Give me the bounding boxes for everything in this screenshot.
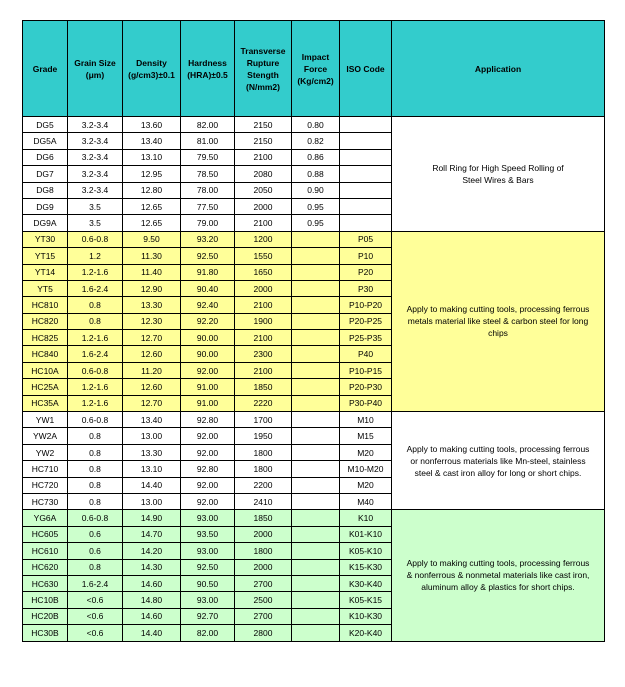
cell-impact: [292, 592, 340, 608]
cell-iso: M20: [340, 444, 392, 460]
cell-grade: YT5: [23, 280, 68, 296]
column-header-line: Impact: [301, 51, 330, 62]
application-line: metals material like steel & carbon steel for long: [407, 316, 589, 327]
table-row: [23, 510, 605, 526]
cell-iso: P10-P20: [340, 297, 392, 313]
cell-trs: 1800: [235, 543, 292, 559]
column-header-line: (μm): [85, 69, 105, 80]
column-header-line: (g/cm3)±0.1: [128, 69, 175, 80]
cell-grain: 0.8: [68, 313, 123, 329]
column-header-line: Stength: [247, 69, 279, 80]
cell-hardness: 79.00: [181, 215, 235, 231]
cell-density: 12.60: [123, 379, 181, 395]
cell-trs: 1200: [235, 231, 292, 247]
column-header-line: (HRA)±0.5: [187, 69, 228, 80]
cell-grain: 0.8: [68, 477, 123, 493]
cell-hardness: 93.00: [181, 592, 235, 608]
cell-iso: K10-K30: [340, 608, 392, 624]
cell-impact: [292, 543, 340, 559]
cell-trs: 2100: [235, 215, 292, 231]
cell-density: 13.30: [123, 297, 181, 313]
cell-grain: 0.6-0.8: [68, 510, 123, 526]
cell-density: 12.80: [123, 182, 181, 198]
cell-trs: 2500: [235, 592, 292, 608]
cell-grade: DG9A: [23, 215, 68, 231]
cell-impact: [292, 461, 340, 477]
cell-iso: K05-K15: [340, 592, 392, 608]
cell-impact: [292, 493, 340, 509]
cell-grade: DG9: [23, 198, 68, 214]
cell-iso: P25-P35: [340, 330, 392, 346]
cell-grade: HC820: [23, 313, 68, 329]
column-header-line: Transverse: [240, 45, 286, 56]
cell-trs: 2100: [235, 297, 292, 313]
cell-impact: 0.95: [292, 215, 340, 231]
cell-grain: 3.5: [68, 215, 123, 231]
cell-grade: HC810: [23, 297, 68, 313]
cell-density: 13.00: [123, 428, 181, 444]
cell-grade: HC610: [23, 543, 68, 559]
cell-trs: 2050: [235, 182, 292, 198]
cell-hardness: 92.40: [181, 297, 235, 313]
cell-grade: DG5A: [23, 133, 68, 149]
cell-trs: 2150: [235, 133, 292, 149]
cell-iso: K10: [340, 510, 392, 526]
cell-grade: HC605: [23, 526, 68, 542]
cell-trs: 2000: [235, 280, 292, 296]
cell-impact: [292, 379, 340, 395]
cell-trs: 1850: [235, 379, 292, 395]
cell-impact: [292, 362, 340, 378]
column-header-line: Density: [136, 57, 167, 68]
cell-impact: [292, 575, 340, 591]
application-line: Roll Ring for High Speed Rolling of: [432, 162, 564, 173]
cell-trs: 1800: [235, 461, 292, 477]
cell-grade: DG8: [23, 182, 68, 198]
cell-density: 14.40: [123, 625, 181, 641]
cell-iso: P05: [340, 231, 392, 247]
table-row: [23, 117, 605, 133]
cell-grain: 0.8: [68, 444, 123, 460]
cell-trs: 2000: [235, 559, 292, 575]
cell-grade: HC720: [23, 477, 68, 493]
cell-impact: [292, 264, 340, 280]
cell-hardness: 90.40: [181, 280, 235, 296]
application-line: steel & cast iron alloy for long or short chips.: [414, 467, 582, 478]
cell-grain: 0.6: [68, 543, 123, 559]
cell-iso: P30: [340, 280, 392, 296]
cell-density: 13.40: [123, 412, 181, 428]
column-header-line: (N/mm2): [245, 81, 280, 92]
cell-hardness: 92.50: [181, 248, 235, 264]
cell-density: 11.40: [123, 264, 181, 280]
cell-grade: DG6: [23, 149, 68, 165]
cell-iso: M20: [340, 477, 392, 493]
cell-hardness: 90.00: [181, 346, 235, 362]
cell-density: 13.10: [123, 461, 181, 477]
column-header-hardness: [181, 21, 235, 117]
cell-grain: 1.6-2.4: [68, 346, 123, 362]
cell-grade: HC20B: [23, 608, 68, 624]
cell-iso: K01-K10: [340, 526, 392, 542]
cell-grade: HC10A: [23, 362, 68, 378]
table-row: [23, 231, 605, 247]
cell-iso: [340, 182, 392, 198]
cell-impact: [292, 608, 340, 624]
table-body: [23, 117, 605, 642]
cell-grade: HC825: [23, 330, 68, 346]
cell-hardness: 92.00: [181, 428, 235, 444]
cell-iso: P10-P15: [340, 362, 392, 378]
application-line: or nonferrous materials like Mn-steel, stainless: [410, 455, 586, 466]
cell-iso: P20-P30: [340, 379, 392, 395]
cell-iso: P10: [340, 248, 392, 264]
cell-grade: HC30B: [23, 625, 68, 641]
cell-hardness: 82.00: [181, 625, 235, 641]
column-header-grade: [23, 21, 68, 117]
cell-trs: 2000: [235, 198, 292, 214]
cell-grade: HC10B: [23, 592, 68, 608]
cell-grade: HC630: [23, 575, 68, 591]
cell-trs: 1900: [235, 313, 292, 329]
cell-hardness: 90.50: [181, 575, 235, 591]
column-header-line: Rupture: [246, 57, 280, 68]
cell-impact: [292, 412, 340, 428]
cell-density: 14.80: [123, 592, 181, 608]
cell-iso: K30-K40: [340, 575, 392, 591]
cell-grain: 0.8: [68, 297, 123, 313]
cell-impact: [292, 248, 340, 264]
cell-iso: [340, 215, 392, 231]
cell-trs: 1950: [235, 428, 292, 444]
cell-impact: 0.86: [292, 149, 340, 165]
cell-hardness: 93.00: [181, 543, 235, 559]
cell-trs: 2000: [235, 526, 292, 542]
cell-grain: 1.2: [68, 248, 123, 264]
cell-impact: [292, 313, 340, 329]
column-header-application: [392, 21, 605, 117]
table-header: [23, 21, 605, 117]
cell-density: 13.00: [123, 493, 181, 509]
cell-trs: 2150: [235, 117, 292, 133]
cell-grain: 0.6-0.8: [68, 412, 123, 428]
cell-grain: 3.2-3.4: [68, 133, 123, 149]
cell-density: 12.90: [123, 280, 181, 296]
cell-density: 13.30: [123, 444, 181, 460]
cell-trs: 1800: [235, 444, 292, 460]
column-header-line: Application: [474, 63, 522, 74]
column-header-line: Grade: [32, 63, 58, 74]
cell-grain: 1.2-1.6: [68, 395, 123, 411]
cell-impact: [292, 444, 340, 460]
cell-density: 14.20: [123, 543, 181, 559]
column-header-line: (Kg/cm2): [297, 75, 334, 86]
cell-density: 14.90: [123, 510, 181, 526]
cell-hardness: 78.00: [181, 182, 235, 198]
cell-impact: [292, 526, 340, 542]
cell-grade: DG5: [23, 117, 68, 133]
cell-density: 12.65: [123, 198, 181, 214]
cell-hardness: 90.00: [181, 330, 235, 346]
cell-impact: [292, 297, 340, 313]
cell-hardness: 92.20: [181, 313, 235, 329]
cell-hardness: 92.50: [181, 559, 235, 575]
cell-grade: YT14: [23, 264, 68, 280]
cell-hardness: 91.00: [181, 379, 235, 395]
cell-iso: [340, 117, 392, 133]
cell-grade: HC35A: [23, 395, 68, 411]
cell-grain: 3.5: [68, 198, 123, 214]
application-cell: [392, 117, 605, 232]
cell-grade: HC840: [23, 346, 68, 362]
cell-trs: 2100: [235, 330, 292, 346]
cell-hardness: 91.00: [181, 395, 235, 411]
cell-grain: <0.6: [68, 608, 123, 624]
cell-hardness: 92.00: [181, 477, 235, 493]
column-header-line: ISO Code: [346, 63, 385, 74]
cell-hardness: 91.80: [181, 264, 235, 280]
cell-grain: 3.2-3.4: [68, 149, 123, 165]
cell-density: 14.40: [123, 477, 181, 493]
cell-trs: 2700: [235, 608, 292, 624]
cell-grain: 1.2-1.6: [68, 379, 123, 395]
cell-trs: 2100: [235, 362, 292, 378]
cell-iso: K05-K10: [340, 543, 392, 559]
cell-trs: 1550: [235, 248, 292, 264]
cell-iso: P20-P25: [340, 313, 392, 329]
cell-density: 11.30: [123, 248, 181, 264]
application-cell: [392, 412, 605, 510]
cell-density: 14.60: [123, 608, 181, 624]
cell-hardness: 82.00: [181, 117, 235, 133]
column-header-density: [123, 21, 181, 117]
cell-impact: [292, 346, 340, 362]
application-cell: [392, 231, 605, 411]
application-line: chips: [488, 328, 508, 339]
column-header-trs: [235, 21, 292, 117]
cell-density: 13.40: [123, 133, 181, 149]
cell-density: 14.60: [123, 575, 181, 591]
cell-grain: 0.8: [68, 493, 123, 509]
cell-iso: M10-M20: [340, 461, 392, 477]
application-line: Apply to making cutting tools, processing ferrous: [406, 558, 590, 569]
cell-trs: 2300: [235, 346, 292, 362]
cell-trs: 2410: [235, 493, 292, 509]
cell-hardness: 93.20: [181, 231, 235, 247]
cell-density: 12.95: [123, 166, 181, 182]
cell-grain: 0.6: [68, 526, 123, 542]
application-line: Steel Wires & Bars: [462, 174, 534, 185]
application-line: aluminum alloy & plastics for short chips.: [421, 582, 575, 593]
cell-iso: K20-K40: [340, 625, 392, 641]
cell-impact: [292, 231, 340, 247]
cell-density: 12.30: [123, 313, 181, 329]
column-header-grain: [68, 21, 123, 117]
cell-density: 13.60: [123, 117, 181, 133]
cell-density: 13.10: [123, 149, 181, 165]
cell-impact: 0.95: [292, 198, 340, 214]
cell-grade: YW2: [23, 444, 68, 460]
cell-impact: [292, 625, 340, 641]
cell-density: 12.65: [123, 215, 181, 231]
cell-grade: HC730: [23, 493, 68, 509]
cell-grade: YW1: [23, 412, 68, 428]
cell-impact: [292, 559, 340, 575]
cell-iso: P30-P40: [340, 395, 392, 411]
header-row: [23, 21, 605, 117]
cell-trs: 2100: [235, 149, 292, 165]
cell-hardness: 92.00: [181, 362, 235, 378]
column-header-line: Grain Size: [74, 57, 116, 68]
cell-iso: P20: [340, 264, 392, 280]
cell-hardness: 78.50: [181, 166, 235, 182]
cell-density: 12.70: [123, 330, 181, 346]
application-line: Apply to making cutting tools, processing ferrous: [406, 443, 590, 454]
cell-impact: 0.90: [292, 182, 340, 198]
cell-grain: 0.6-0.8: [68, 231, 123, 247]
cell-trs: 1650: [235, 264, 292, 280]
cell-trs: 1700: [235, 412, 292, 428]
table-row: [23, 412, 605, 428]
cell-hardness: 92.70: [181, 608, 235, 624]
cell-hardness: 93.50: [181, 526, 235, 542]
cell-impact: [292, 428, 340, 444]
cell-grade: YT15: [23, 248, 68, 264]
cell-hardness: 77.50: [181, 198, 235, 214]
cell-impact: 0.82: [292, 133, 340, 149]
cell-grain: 3.2-3.4: [68, 117, 123, 133]
column-header-line: Force: [303, 63, 328, 74]
cell-grade: YT30: [23, 231, 68, 247]
cell-density: 12.70: [123, 395, 181, 411]
cell-grade: YG6A: [23, 510, 68, 526]
cell-iso: [340, 133, 392, 149]
cell-grade: HC710: [23, 461, 68, 477]
cell-hardness: 92.80: [181, 461, 235, 477]
cell-impact: [292, 280, 340, 296]
cell-iso: [340, 149, 392, 165]
cell-grain: 0.8: [68, 461, 123, 477]
cell-iso: M15: [340, 428, 392, 444]
cell-iso: K15-K30: [340, 559, 392, 575]
cell-iso: P40: [340, 346, 392, 362]
cell-trs: 2200: [235, 477, 292, 493]
cell-grain: 1.2-1.6: [68, 264, 123, 280]
column-header-impact: [292, 21, 340, 117]
cell-grain: 3.2-3.4: [68, 182, 123, 198]
cell-iso: M40: [340, 493, 392, 509]
cell-impact: [292, 510, 340, 526]
cell-trs: 2080: [235, 166, 292, 182]
cell-density: 9.50: [123, 231, 181, 247]
cell-density: 14.30: [123, 559, 181, 575]
cell-hardness: 92.00: [181, 493, 235, 509]
cell-trs: 2220: [235, 395, 292, 411]
cell-density: 14.70: [123, 526, 181, 542]
cell-impact: [292, 330, 340, 346]
cell-impact: [292, 477, 340, 493]
cell-impact: [292, 395, 340, 411]
cell-impact: 0.88: [292, 166, 340, 182]
cell-grade: HC25A: [23, 379, 68, 395]
cell-hardness: 92.00: [181, 444, 235, 460]
cell-grade: DG7: [23, 166, 68, 182]
carbide-grades-table: [22, 20, 605, 642]
cell-trs: 2700: [235, 575, 292, 591]
cell-density: 11.20: [123, 362, 181, 378]
cell-trs: 2800: [235, 625, 292, 641]
cell-hardness: 79.50: [181, 149, 235, 165]
cell-impact: 0.80: [292, 117, 340, 133]
cell-grain: <0.6: [68, 625, 123, 641]
column-header-line: Hardness: [188, 57, 227, 68]
cell-grain: 1.6-2.4: [68, 280, 123, 296]
cell-iso: M10: [340, 412, 392, 428]
cell-grain: 3.2-3.4: [68, 166, 123, 182]
cell-hardness: 81.00: [181, 133, 235, 149]
cell-density: 12.60: [123, 346, 181, 362]
cell-grade: HC620: [23, 559, 68, 575]
cell-grain: 0.8: [68, 559, 123, 575]
cell-grain: 1.2-1.6: [68, 330, 123, 346]
application-cell: [392, 510, 605, 641]
cell-grade: YW2A: [23, 428, 68, 444]
cell-iso: [340, 198, 392, 214]
application-line: & nonferrous & nonmetal materials like cast iron,: [406, 570, 590, 581]
cell-hardness: 92.80: [181, 412, 235, 428]
cell-grain: 0.6-0.8: [68, 362, 123, 378]
cell-trs: 1850: [235, 510, 292, 526]
cell-grain: <0.6: [68, 592, 123, 608]
application-line: Apply to making cutting tools, processing ferrous: [406, 304, 590, 315]
cell-iso: [340, 166, 392, 182]
column-header-iso: [340, 21, 392, 117]
cell-grain: 1.6-2.4: [68, 575, 123, 591]
cell-grain: 0.8: [68, 428, 123, 444]
cell-hardness: 93.00: [181, 510, 235, 526]
